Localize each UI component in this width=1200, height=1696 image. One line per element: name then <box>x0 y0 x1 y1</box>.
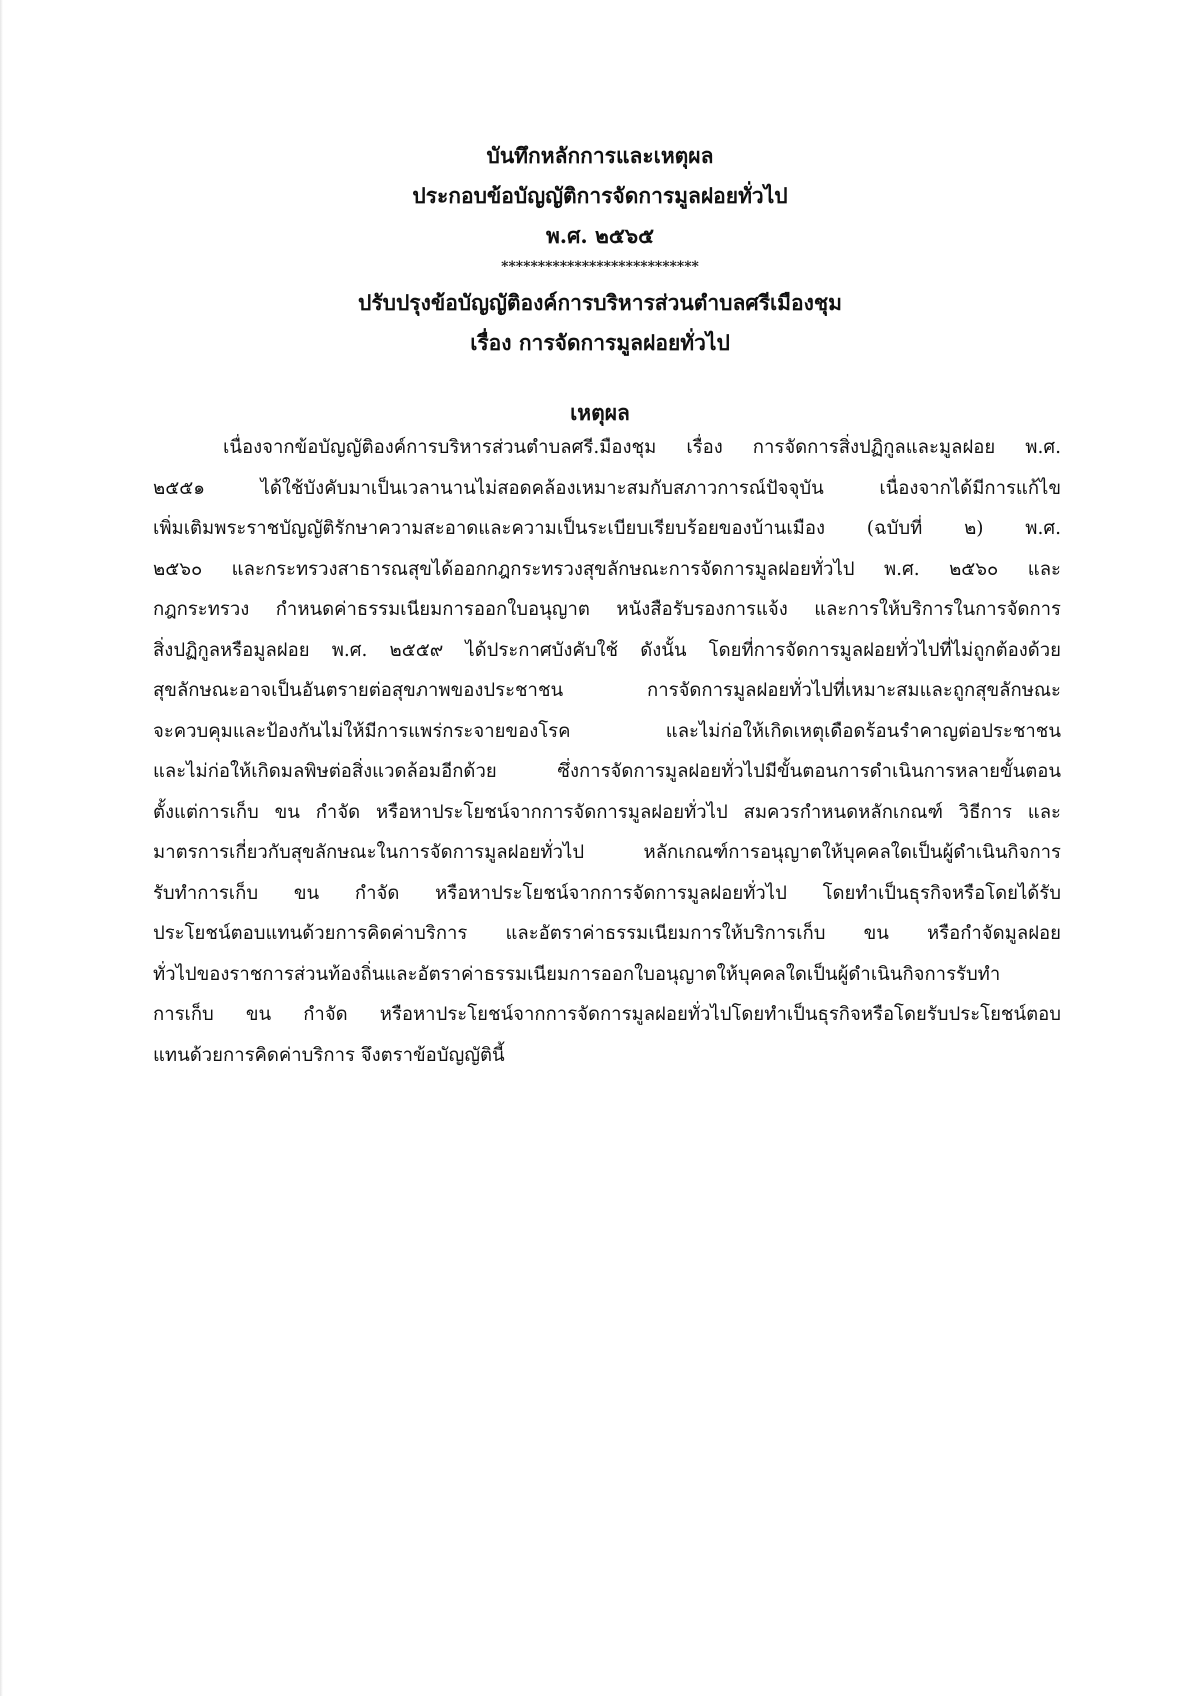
body-line: แทนด้วยการคิดค่าบริการ จึงตราข้อบัญญัตินี้ <box>153 1044 505 1066</box>
title-line-1: บันทึกหลักการและเหตุผล <box>486 143 714 168</box>
section-heading: เหตุผล <box>570 400 630 425</box>
subtitle-line-1: ปรับปรุงข้อบัญญัติองค์การบริหารส่วนตำบลศรีเมืองชุม <box>358 290 842 315</box>
body-line: ประโยชน์ตอบแทนด้วยการคิดค่าบริการ และอัตราค่าธรรมเนียมการให้บริการเก็บ ขน หรือกำจัดมูลฝอย <box>153 923 1061 944</box>
subtitle-line-2: เรื่อง การจัดการมูลฝอยทั่วไป <box>470 330 730 355</box>
subtitle-block <box>0 283 1200 363</box>
body-paragraph <box>153 428 1061 1076</box>
body-line: เพิ่มเติมพระราชบัญญัติรักษาความสะอาดและความเป็นระเบียบเรียบร้อยของบ้านเมือง (ฉบับที่ ๒) พ.ศ. <box>153 518 1061 539</box>
body-line: สุขลักษณะอาจเป็นอันตรายต่อสุขภาพของประชาชน การจัดการมูลฝอยทั่วไปที่เหมาะสมและถูกสุขลักษณะ <box>153 680 1061 701</box>
body-line: รับทำการเก็บ ขน กำจัด หรือหาประโยชน์จากการจัดการมูลฝอยทั่วไป โดยทำเป็นธุรกิจหรือโดยได้รับ <box>153 882 1061 904</box>
body-line: การเก็บ ขน กำจัด หรือหาประโยชน์จากการจัดการมูลฝอยทั่วไปโดยทำเป็นธุรกิจหรือโดยรับประโยชน์ตอบ <box>153 1004 1061 1025</box>
body-line: ทั่วไปของราชการส่วนท้องถิ่นและอัตราค่าธรรมเนียมการออกใบอนุญาตให้บุคคลใดเป็นผู้ดำเนินกิจการรับทำ <box>153 963 1001 985</box>
body-line: สิ่งปฏิกูลหรือมูลฝอย พ.ศ. ๒๕๕๙ ได้ประกาศบังคับใช้ ดังนั้น โดยที่การจัดการมูลฝอยทั่วไปที่ไม่ถูกต้องด้วย <box>153 639 1061 661</box>
title-line-2: ประกอบข้อบัญญัติการจัดการมูลฝอยทั่วไป <box>412 183 788 208</box>
title-block <box>0 136 1200 278</box>
body-line: ๒๕๕๑ ได้ใช้บังคับมาเป็นเวลานานไม่สอดคล้องเหมาะสมกับสภาวการณ์ปัจจุบัน เนื่องจากได้มีการแก้ไข <box>153 477 1061 499</box>
body-line: กฎกระทรวง กำหนดค่าธรรมเนียมการออกใบอนุญาต หนังสือรับรองการแจ้ง และการให้บริการในการจัดการ <box>153 599 1061 620</box>
body-line: และไม่ก่อให้เกิดมลพิษต่อสิ่งแวดล้อมอีกด้วย ซึ่งการจัดการมูลฝอยทั่วไปมีขั้นตอนการดำเนินการหลายขั้นตอน <box>153 761 1061 782</box>
title-line-year: พ.ศ. ๒๕๖๕ <box>545 223 655 248</box>
separator-stars: *************************** <box>501 259 699 275</box>
body-line: ๒๕๖๐ และกระทรวงสาธารณสุขได้ออกกฎกระทรวงสุขลักษณะการจัดการมูลฝอยทั่วไป พ.ศ. ๒๕๖๐ และ <box>153 558 1061 580</box>
body-line: มาตรการเกี่ยวกับสุขลักษณะในการจัดการมูลฝอยทั่วไป หลักเกณฑ์การอนุญาตให้บุคคลใดเป็นผู้ดำเนินกิจการ <box>153 842 1061 863</box>
body-line: เนื่องจากข้อบัญญัติองค์การบริหารส่วนตำบลศรี.มืองชุม เรื่อง การจัดการสิ่งปฏิกูลและมูลฝอย พ.ศ. <box>223 437 1061 458</box>
body-line: ตั้งแต่การเก็บ ขน กำจัด หรือหาประโยชน์จากการจัดการมูลฝอยทั่วไป สมควรกำหนดหลักเกณฑ์ วิธีการ และ <box>153 801 1061 823</box>
body-line: จะควบคุมและป้องกันไม่ให้มีการแพร่กระจายของโรค และไม่ก่อให้เกิดเหตุเดือดร้อนรำคาญต่อประชาชน <box>153 720 1061 742</box>
